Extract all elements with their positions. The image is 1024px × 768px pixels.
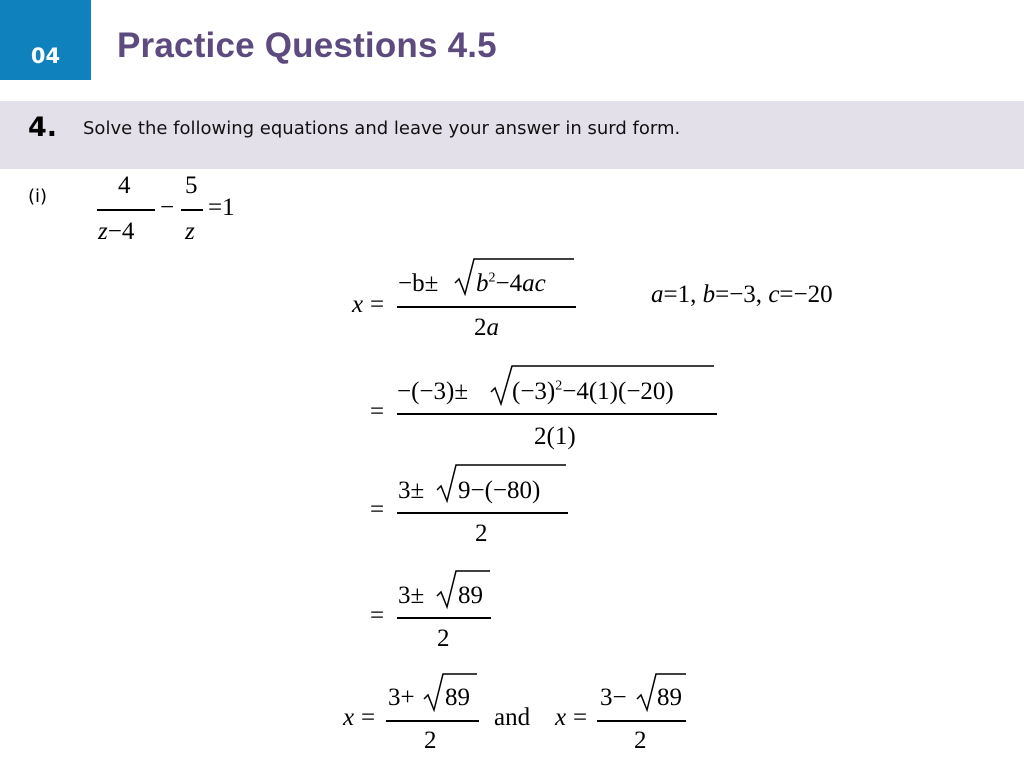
- eq-rhs: =1: [208, 194, 235, 221]
- step1-rad-square: 2: [555, 378, 563, 394]
- answer1-radicand: 89: [445, 684, 470, 711]
- step3-radicand: 89: [458, 582, 483, 609]
- answer1-fraction-bar: [386, 720, 479, 722]
- coef-b-value: =−3,: [715, 281, 763, 308]
- eq-numerator-2: 5: [185, 172, 198, 199]
- answer1-denominator: 2: [424, 727, 437, 754]
- step1-left: −(−3)±: [397, 378, 469, 405]
- formula-b-squared: 2: [488, 270, 496, 286]
- eq-den1-rest: −4: [107, 218, 135, 245]
- step2-denominator: 2: [475, 520, 488, 547]
- answer2-radicand: 89: [657, 684, 682, 711]
- eq-denominator-2: z: [185, 218, 195, 245]
- step3-denominator: 2: [437, 625, 450, 652]
- step1-radicand: [512, 378, 674, 406]
- step1-denominator: 2(1): [534, 423, 576, 450]
- formula-a: a: [486, 314, 499, 341]
- formula-minus-b-text: −b±: [398, 270, 439, 297]
- formula-denominator: [474, 314, 499, 342]
- answer1-x: x: [343, 704, 355, 731]
- formula-fraction-bar: [397, 306, 576, 308]
- step1-rad-base: (−3): [512, 378, 556, 405]
- coef-c-value: =−20: [779, 281, 833, 308]
- eq-numerator-1: 4: [118, 172, 131, 199]
- formula-four: −4: [495, 270, 523, 297]
- answer2-fraction-bar: [597, 720, 686, 722]
- formula-two: 2: [474, 314, 487, 341]
- formula-radicand: [476, 270, 546, 298]
- step1-rad-rest: −4(1)(−20): [562, 378, 674, 405]
- answer2-numerator-left: 3−: [600, 684, 627, 711]
- formula-b: b: [476, 270, 489, 297]
- step3-equals: =: [370, 602, 385, 629]
- coefficients: [651, 281, 833, 309]
- answer2-denominator: 2: [634, 727, 647, 754]
- answer2-x: x: [555, 704, 567, 731]
- section-number: 04: [30, 44, 61, 68]
- question-number: 4.: [28, 112, 58, 143]
- step2-fraction-bar: [397, 512, 568, 514]
- and-word: and: [494, 704, 531, 731]
- eq-fraction-bar-2: [181, 209, 203, 211]
- slide-title: Practice Questions 4.5: [117, 26, 497, 65]
- coef-a: a: [651, 281, 664, 308]
- step2-left: 3±: [398, 477, 425, 504]
- step1-fraction-bar: [397, 413, 717, 415]
- step3-left: 3±: [398, 582, 425, 609]
- eq-den1-var: z: [98, 218, 108, 245]
- part-label: (i): [28, 186, 48, 207]
- eq-minus: −: [160, 194, 175, 221]
- section-number-chip: [0, 0, 91, 80]
- formula-x: x: [352, 291, 364, 318]
- eq-denominator-1: [98, 218, 134, 246]
- coef-c: c: [768, 281, 780, 308]
- coef-a-value: =1,: [663, 281, 697, 308]
- coef-b: b: [702, 281, 716, 308]
- step1-equals: =: [370, 398, 385, 425]
- answer1-equals: =: [361, 704, 376, 731]
- step2-radicand: 9−(−80): [458, 477, 541, 504]
- answer2-equals: =: [573, 704, 588, 731]
- answer1-numerator-left: 3+: [388, 684, 415, 711]
- question-prompt: Solve the following equations and leave your answer in surd form.: [83, 118, 681, 139]
- step2-equals: =: [370, 496, 385, 523]
- formula-ac: ac: [522, 270, 546, 297]
- formula-minus-b: [398, 270, 438, 298]
- step3-fraction-bar: [397, 617, 491, 619]
- formula-equals: =: [370, 291, 385, 318]
- eq-fraction-bar-1: [97, 209, 155, 211]
